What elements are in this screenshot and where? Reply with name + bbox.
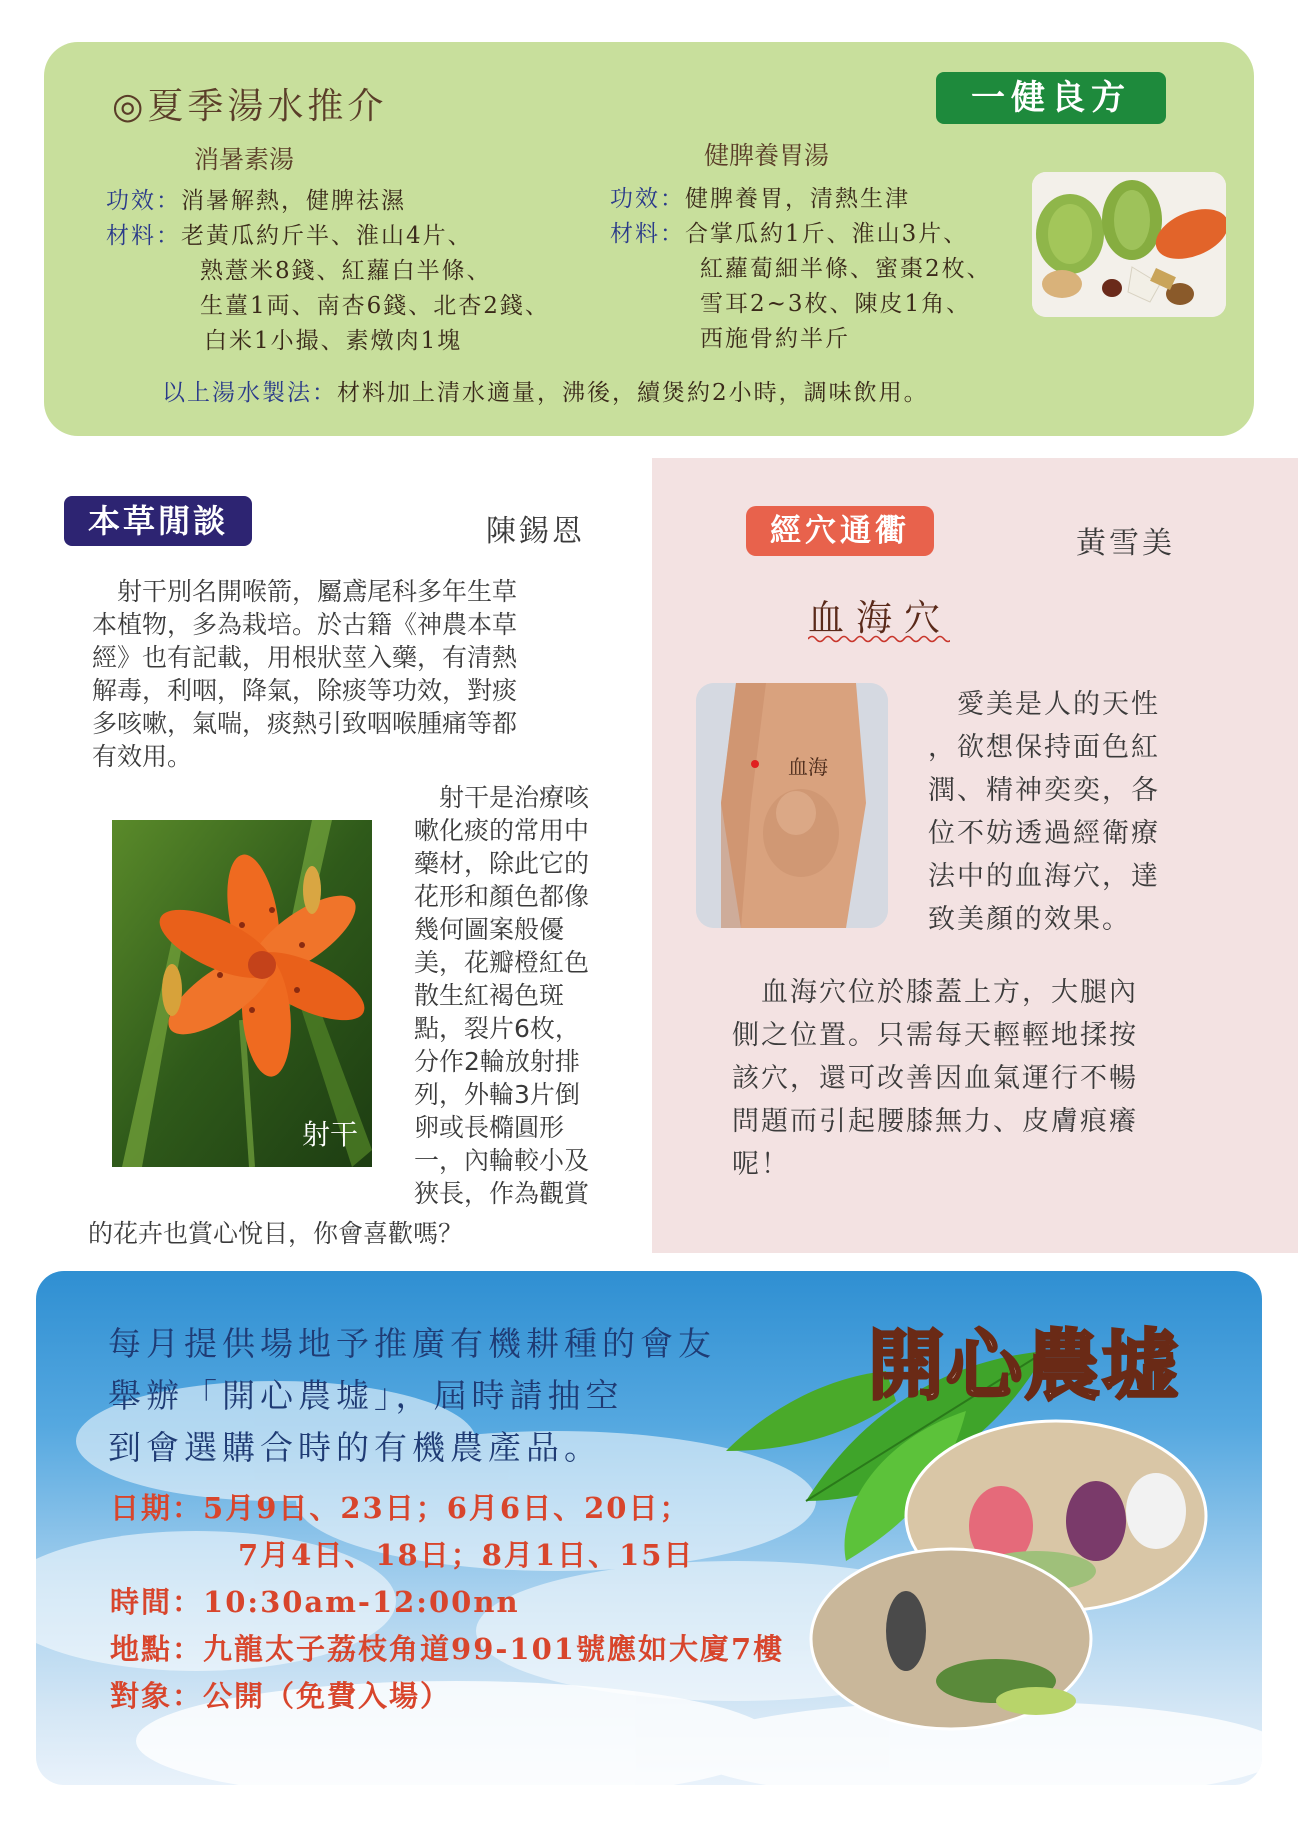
farm-date-label: 日期： xyxy=(110,1491,204,1525)
recipe1-effect xyxy=(106,182,406,215)
acupoint-para2-line: 該穴，還可改善因血氣運行不暢 xyxy=(732,1063,1138,1094)
herb-para1-line: 多咳嗽，氣喘，痰熱引致咽喉腫痛等都 xyxy=(92,709,518,738)
acupoint-para2-line: 側之位置。只需每天輕輕地揉按 xyxy=(732,1020,1138,1051)
herb-para1-line: 解毒，利咽，降氣，除痰等功效，對痰 xyxy=(92,676,518,705)
recipe1-material xyxy=(106,217,473,250)
farm-title: 開心農墟 xyxy=(868,1321,1180,1410)
herb-para1-line: 經》也有記載，用根狀莖入藥，有清熱 xyxy=(92,643,518,672)
herb-para2-line: 散生紅褐色斑 xyxy=(414,981,565,1010)
herb-para2-line: 分作2輪放射排 xyxy=(414,1047,580,1076)
recipe1-name: 消暑素湯 xyxy=(194,145,295,174)
recipe1-effect-label: 功效： xyxy=(106,188,181,214)
recipe1-material-line: 老黃瓜約斤半、淮山4片、 xyxy=(181,223,473,249)
acupoint-para1-line: 愛美是人的天性 xyxy=(928,689,1160,720)
farm-intro-line: 每月提供場地予推廣有機耕種的會友 xyxy=(108,1324,716,1363)
acupoint-para1-line: 潤、精神奕奕，各 xyxy=(928,775,1160,806)
acupoint-para2-line: 血海穴位於膝蓋上方，大腿內 xyxy=(732,977,1138,1008)
xuehai-label: 血海 xyxy=(788,755,828,779)
recipe2-name: 健脾養胃湯 xyxy=(704,141,830,170)
farm-time-line xyxy=(110,1580,520,1621)
recipe1-material-label: 材料： xyxy=(106,223,181,249)
herb-para2-line: 列，外輪3片倒 xyxy=(414,1080,580,1109)
farm-audience-label: 對象： xyxy=(110,1679,204,1713)
acupoint-para1-line: 致美顏的效果。 xyxy=(928,904,1131,935)
acupoint-para1-line: 位不妨透過經衛療 xyxy=(928,818,1160,849)
blackberry-lily-photo xyxy=(112,820,372,1167)
acupoint-author: 黃雪美 xyxy=(1076,526,1175,561)
farm-time: 10:30am-12:00nn xyxy=(203,1585,520,1619)
recipe2-effect-text: 健脾養胃，清熱生津 xyxy=(685,186,910,212)
herb-para2-line: 點，裂片6枚， xyxy=(414,1014,580,1043)
herb-para1-line: 本植物，多為栽培。於古籍《神農本草 xyxy=(92,610,518,639)
farm-dates: 5月9日、23日；6月6日、20日； xyxy=(203,1491,691,1525)
soup-method-text: 材料加上清水適量，沸後，續煲約2小時，調味飲用。 xyxy=(337,380,929,406)
farm-audience-line xyxy=(110,1674,451,1715)
acupoint-heading: 血海穴 xyxy=(808,598,953,639)
soup-method xyxy=(162,374,929,407)
recipe1-material-line: 熟薏米8錢、紅蘿白半條、 xyxy=(200,258,492,284)
recipe2-material xyxy=(610,215,968,248)
herb-para1-line: 射干別名開喉箭，屬鳶尾科多年生草 xyxy=(92,577,518,606)
soup-section-title: ◎夏季湯水推介 xyxy=(112,86,388,127)
acupoint-para1-line: 法中的血海穴，達 xyxy=(928,861,1160,892)
farm-place: 九龍太子荔枝角道99-101號應如大廈7樓 xyxy=(203,1632,785,1666)
recipe2-material-line: 合掌瓜約1斤、淮山3片、 xyxy=(685,221,969,247)
farm-intro-line: 到會選購合時的有機農產品。 xyxy=(108,1428,602,1467)
recipe1-material-line: 白米1小撮、素燉肉1塊 xyxy=(204,328,463,354)
recipe2-effect xyxy=(610,180,910,213)
recipe2-material-line: 雪耳2~3枚、陳皮1角、 xyxy=(700,291,972,317)
wavy-underline xyxy=(808,634,950,644)
brand-badge: 一健良方 xyxy=(936,72,1166,124)
vegetables-photo xyxy=(1032,172,1226,317)
herb-section-badge: 本草閒談 xyxy=(64,496,252,546)
herb-para2-line: 幾何圖案般優 xyxy=(414,915,565,944)
farm-date-line xyxy=(110,1486,690,1527)
farm-intro-line: 舉辦「開心農墟」，屆時請抽空 xyxy=(108,1376,624,1415)
acupoint-section-badge: 經穴通衢 xyxy=(746,506,934,556)
farm-time-label: 時間： xyxy=(110,1585,204,1619)
herb-para1-line: 有效用。 xyxy=(92,742,193,771)
farm-dates-continued: 7月4日、18日；8月1日、15日 xyxy=(238,1538,695,1572)
farm-audience: 公開（免費入場） xyxy=(203,1679,452,1713)
herb-para2-line: 射干是治療咳 xyxy=(414,783,590,812)
acupoint-para2-line: 問題而引起腰膝無力、皮膚痕癢 xyxy=(732,1106,1138,1137)
recipe2-material-line: 紅蘿蔔細半條、蜜棗2枚、 xyxy=(700,256,992,282)
herb-para2-line: 嗽化痰的常用中 xyxy=(414,816,590,845)
farm-place-label: 地點： xyxy=(110,1632,204,1666)
recipe2-effect-label: 功效： xyxy=(610,186,685,212)
recipe1-effect-text: 消暑解熱，健脾祛濕 xyxy=(181,188,406,214)
acupoint-para2-line: 呢！ xyxy=(732,1149,790,1180)
herb-para2-line: 花形和顏色都像 xyxy=(414,882,590,911)
herb-para2-line: 狹長，作為觀賞 xyxy=(414,1179,590,1208)
knee-photo xyxy=(696,683,888,928)
flower-photo-caption: 射干 xyxy=(301,1118,358,1151)
herb-para2-line: 一，內輪較小及 xyxy=(414,1146,590,1175)
herb-para2-line: 美，花瓣橙紅色 xyxy=(414,948,590,977)
herb-para2-line: 藥材，除此它的 xyxy=(414,849,590,878)
herb-para-end: 的花卉也賞心悅目，你會喜歡嗎？ xyxy=(88,1219,464,1248)
herb-para2-line: 卵或長橢圓形 xyxy=(414,1113,565,1142)
herb-author: 陳錫恩 xyxy=(486,514,585,549)
soup-panel xyxy=(44,42,1254,436)
recipe2-material-line: 西施骨約半斤 xyxy=(700,326,850,352)
soup-method-label: 以上湯水製法： xyxy=(162,380,337,406)
recipe2-material-label: 材料： xyxy=(610,221,685,247)
acupoint-para1-line: ，欲想保持面色紅 xyxy=(928,732,1160,763)
farm-place-line xyxy=(110,1627,784,1668)
recipe1-material-line: 生薑1両、南杏6錢、北杏2錢、 xyxy=(200,293,550,319)
